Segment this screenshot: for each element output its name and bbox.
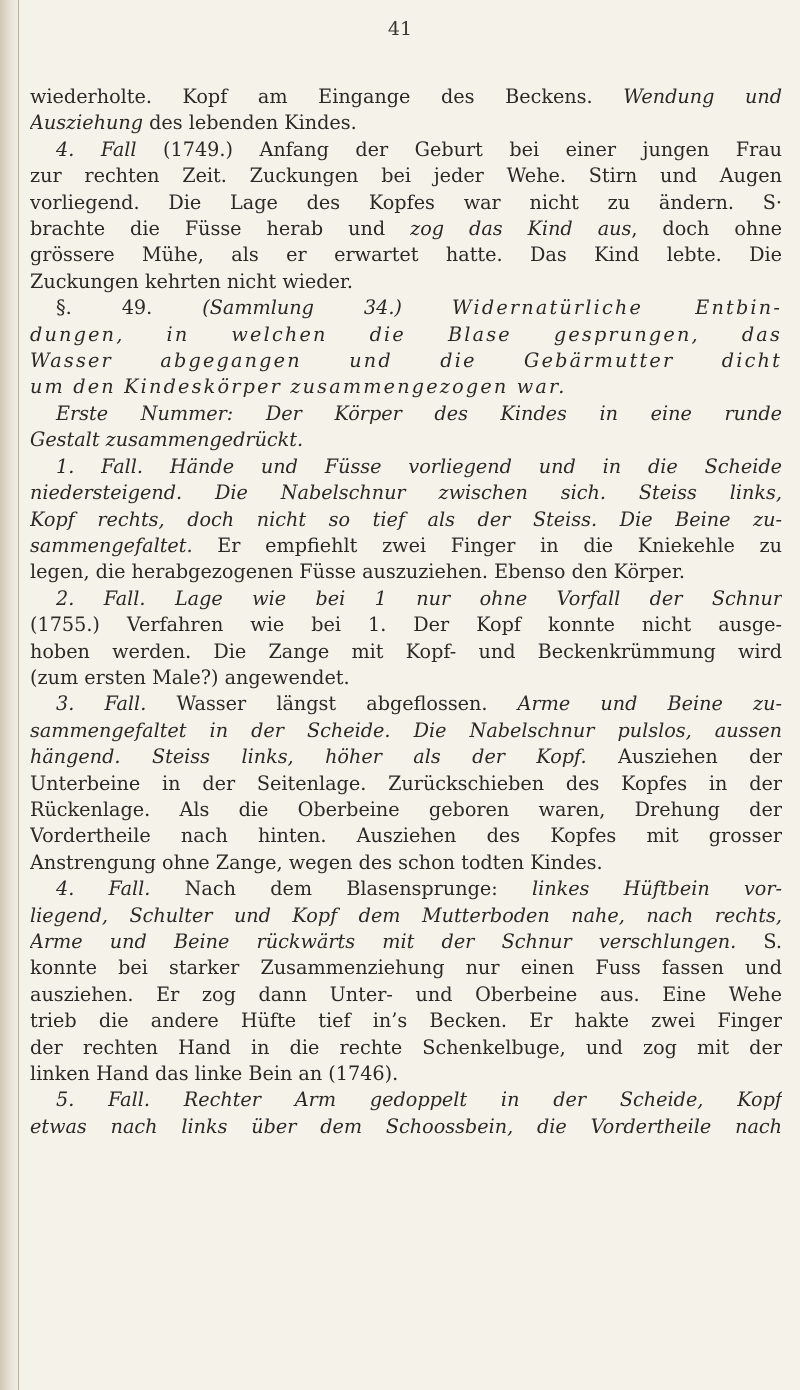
- text-segment: sammengefaltet in der Scheide. Die Nabelschnur pulslos, aussen: [30, 718, 782, 742]
- text-line: [30, 110, 782, 136]
- text-segment: hängend. Steiss links, höher als der Kopf.: [30, 745, 587, 769]
- text-segment: (1755.) Verfahren wie bei 1. Der Kopf konnte nicht ausge-: [30, 613, 782, 637]
- text-line: [30, 691, 782, 717]
- text-segment: legen, die herabgezogenen Füsse auszuziehen. Ebenso den Körper.: [30, 560, 686, 584]
- text-segment: S.: [736, 930, 782, 953]
- text-line: [30, 823, 782, 849]
- text-segment: §. 49.: [56, 296, 203, 320]
- page-number: 41: [387, 18, 413, 40]
- text-segment: (zum ersten Male?) angewendet.: [30, 665, 350, 689]
- text-line: [30, 322, 782, 348]
- text-segment: wiederholte. Kopf am Eingange des Beckens.: [30, 85, 624, 108]
- text-segment: Fall: [100, 137, 137, 161]
- text-segment: 4.: [56, 137, 101, 161]
- text-line: [30, 348, 782, 374]
- text-segment: 2. Fall. Lage wie bei 1 nur ohne Vorfall der Schnur: [56, 586, 782, 610]
- text-line: [30, 242, 782, 268]
- text-segment: Nach dem Blasensprunge:: [150, 877, 532, 901]
- text-segment: linken Hand das linke Bein an (1746).: [30, 1062, 399, 1086]
- text-segment: Kopf rechts, doch nicht so tief als der Steiss. Die Beine zu-: [30, 507, 782, 531]
- text-line: [30, 374, 782, 400]
- text-segment: liegend, Schulter und Kopf dem Mutterboden nahe, nach rechts,: [30, 903, 782, 927]
- text-segment: konnte bei starker Zusammenziehung nur einen Fuss fassen und: [30, 956, 782, 980]
- text-segment: Arme und Beine zu-: [517, 692, 782, 716]
- text-line: [30, 507, 782, 533]
- text-segment: niedersteigend. Die Nabelschnur zwischen sich. Steiss links,: [30, 481, 782, 505]
- text-segment: Anstrengung ohne Zange, wegen des schon todten Kindes.: [30, 850, 603, 874]
- text-line: [30, 216, 782, 242]
- text-segment: zur rechten Zeit. Zuckungen bei jeder Wehe. Stirn und Augen: [30, 164, 782, 188]
- text-line: [30, 84, 782, 110]
- text-line: [30, 929, 782, 955]
- text-segment: Ausziehen der: [586, 745, 782, 769]
- text-segment: ausziehen. Er zog dann Unter- und Oberbeine aus. Eine Wehe: [30, 982, 782, 1006]
- text-line: [30, 533, 782, 559]
- body-text: [30, 84, 782, 1140]
- text-line: [30, 559, 782, 585]
- text-line: [30, 1087, 782, 1113]
- text-line: [30, 876, 782, 902]
- text-line: [30, 718, 782, 744]
- text-line: [30, 480, 782, 506]
- text-segment: Wasser längst abgeflossen.: [146, 692, 518, 716]
- text-line: [30, 1008, 782, 1034]
- text-line: [30, 955, 782, 981]
- text-segment: , doch ohne: [631, 217, 782, 241]
- text-line: [30, 612, 782, 638]
- page-binding-edge: [0, 0, 19, 1390]
- text-line: [30, 639, 782, 665]
- text-line: [30, 903, 782, 929]
- text-segment: trieb die andere Hüfte tief in’s Becken. Er hakte zwei Finger: [30, 1009, 782, 1033]
- text-line: [30, 586, 782, 612]
- text-segment: etwas nach links über dem Schoossbein, die Vordertheile nach: [30, 1114, 782, 1138]
- text-segment: 1. Fall. Hände und Füsse vorliegend und in die Scheide: [56, 454, 782, 478]
- text-line: [30, 797, 782, 823]
- text-line: [30, 665, 782, 691]
- text-line: [30, 744, 782, 770]
- text-line: [30, 137, 782, 163]
- text-line: [30, 771, 782, 797]
- text-segment: (Sammlung 34.): [202, 296, 452, 320]
- text-line: [30, 1035, 782, 1061]
- text-line: [30, 1114, 782, 1140]
- text-segment: Vordertheile nach hinten. Ausziehen des Kopfes mit grosser: [30, 824, 782, 848]
- text-line: [30, 401, 782, 427]
- text-segment: Ausziehung: [30, 111, 144, 135]
- text-segment: um den Kindeskörper zusammengezogen war.: [30, 375, 567, 399]
- text-segment: 4. Fall.: [56, 877, 151, 901]
- text-segment: zog das Kind aus: [410, 217, 632, 241]
- text-line: [30, 163, 782, 189]
- text-line: [30, 427, 782, 453]
- text-line: [30, 454, 782, 480]
- text-segment: Widernatürliche Entbin-: [451, 296, 782, 320]
- text-segment: sammengefaltet.: [30, 533, 193, 557]
- text-line: [30, 190, 782, 216]
- text-segment: Erste Nummer: Der Körper des Kindes in eine runde: [56, 401, 782, 425]
- text-segment: grössere Mühe, als er erwartet hatte. Das Kind lebte. Die: [30, 243, 782, 267]
- text-segment: Wasser abgegangen und die Gebärmutter dicht: [30, 349, 782, 373]
- text-segment: Unterbeine in der Seitenlage. Zurückschieben des Kopfes in der: [30, 771, 782, 795]
- text-segment: Wendung und: [623, 85, 782, 108]
- text-segment: brachte die Füsse herab und: [30, 217, 411, 241]
- text-line: [30, 850, 782, 876]
- text-segment: Er empfiehlt zwei Finger in die Kniekehle zu: [192, 533, 782, 557]
- text-segment: 3. Fall.: [56, 692, 147, 716]
- text-segment: 5. Fall. Rechter Arm gedoppelt in der Scheide, Kopf: [56, 1088, 782, 1112]
- text-line: [30, 295, 782, 321]
- text-segment: des lebenden Kindes.: [143, 111, 357, 135]
- text-line: [30, 982, 782, 1008]
- text-segment: Rückenlage. Als die Oberbeine geboren waren, Drehung der: [30, 797, 782, 821]
- text-line: [30, 1061, 782, 1087]
- text-segment: Arme und Beine rückwärts mit der Schnur verschlungen.: [30, 930, 737, 953]
- text-segment: linkes Hüftbein vor-: [531, 877, 782, 901]
- text-segment: dungen, in welchen die Blase gesprungen, das: [30, 322, 782, 346]
- text-segment: Gestalt zusammengedrückt.: [30, 428, 304, 452]
- text-segment: vorliegend. Die Lage des Kopfes war nicht zu ändern. S·: [30, 190, 782, 214]
- text-segment: (1749.) Anfang der Geburt bei einer jungen Frau: [136, 137, 782, 161]
- text-segment: der rechten Hand in die rechte Schenkelbuge, und zog mit der: [30, 1035, 782, 1059]
- text-line: [30, 269, 782, 295]
- text-segment: Zuckungen kehrten nicht wieder.: [30, 269, 354, 293]
- text-segment: hoben werden. Die Zange mit Kopf- und Beckenkrümmung wird: [30, 639, 782, 663]
